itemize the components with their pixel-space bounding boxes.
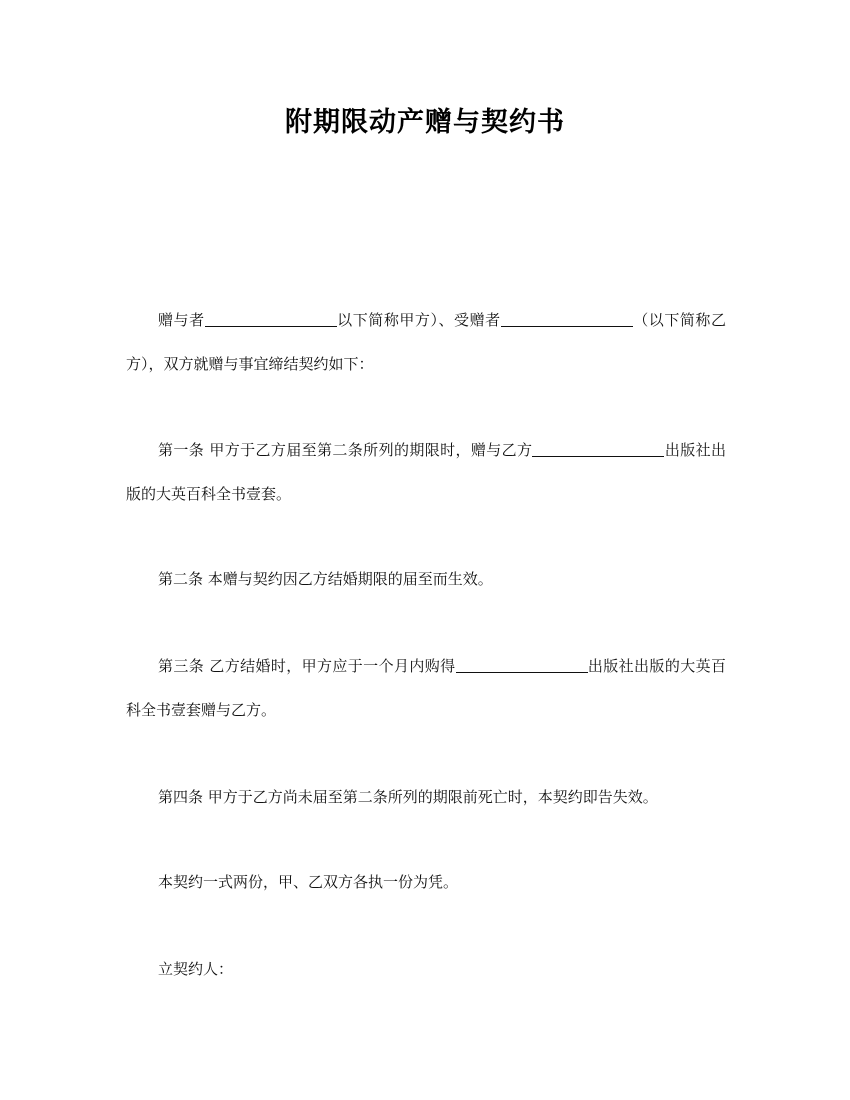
- article-2-paragraph: 第二条 本赠与契约因乙方结婚期限的届至而生效。: [158, 570, 493, 588]
- article-4-paragraph: 第四条 甲方于乙方尚未届至第二条所列的期限前死亡时，本契约即告失效。: [158, 788, 658, 806]
- article-3-paragraph: [126, 644, 726, 732]
- intro-text-2: 以下简称甲方）、受赠者: [336, 311, 501, 329]
- publisher-blank-1: [532, 440, 664, 457]
- publisher-blank-2: [456, 656, 588, 673]
- intro-paragraph: [126, 298, 726, 386]
- intro-text-3: （以下简称乙方），双方就赠与事宜缔结契约如下：: [126, 311, 726, 373]
- article-1-text-1: 第一条 甲方于乙方届至第二条所列的期限时，赠与乙方: [158, 441, 533, 459]
- intro-text-1: 赠与者: [158, 311, 205, 329]
- donee-name-blank: [501, 310, 633, 327]
- document-title: 附期限动产赠与契约书: [285, 107, 565, 138]
- article-1-text-2: 出版社出版的大英百科全书壹套。: [126, 441, 726, 503]
- donor-name-blank: [205, 310, 337, 327]
- signatory-label: 立契约人：: [158, 960, 234, 978]
- article-3-text-2: 出版社出版的大英百科全书壹套赠与乙方。: [126, 657, 726, 719]
- article-1-paragraph: [126, 428, 726, 516]
- article-3-text-1: 第三条 乙方结婚时，甲方应于一个月内购得: [158, 657, 456, 675]
- copies-paragraph: 本契约一式两份，甲、乙双方各执一份为凭。: [158, 873, 459, 891]
